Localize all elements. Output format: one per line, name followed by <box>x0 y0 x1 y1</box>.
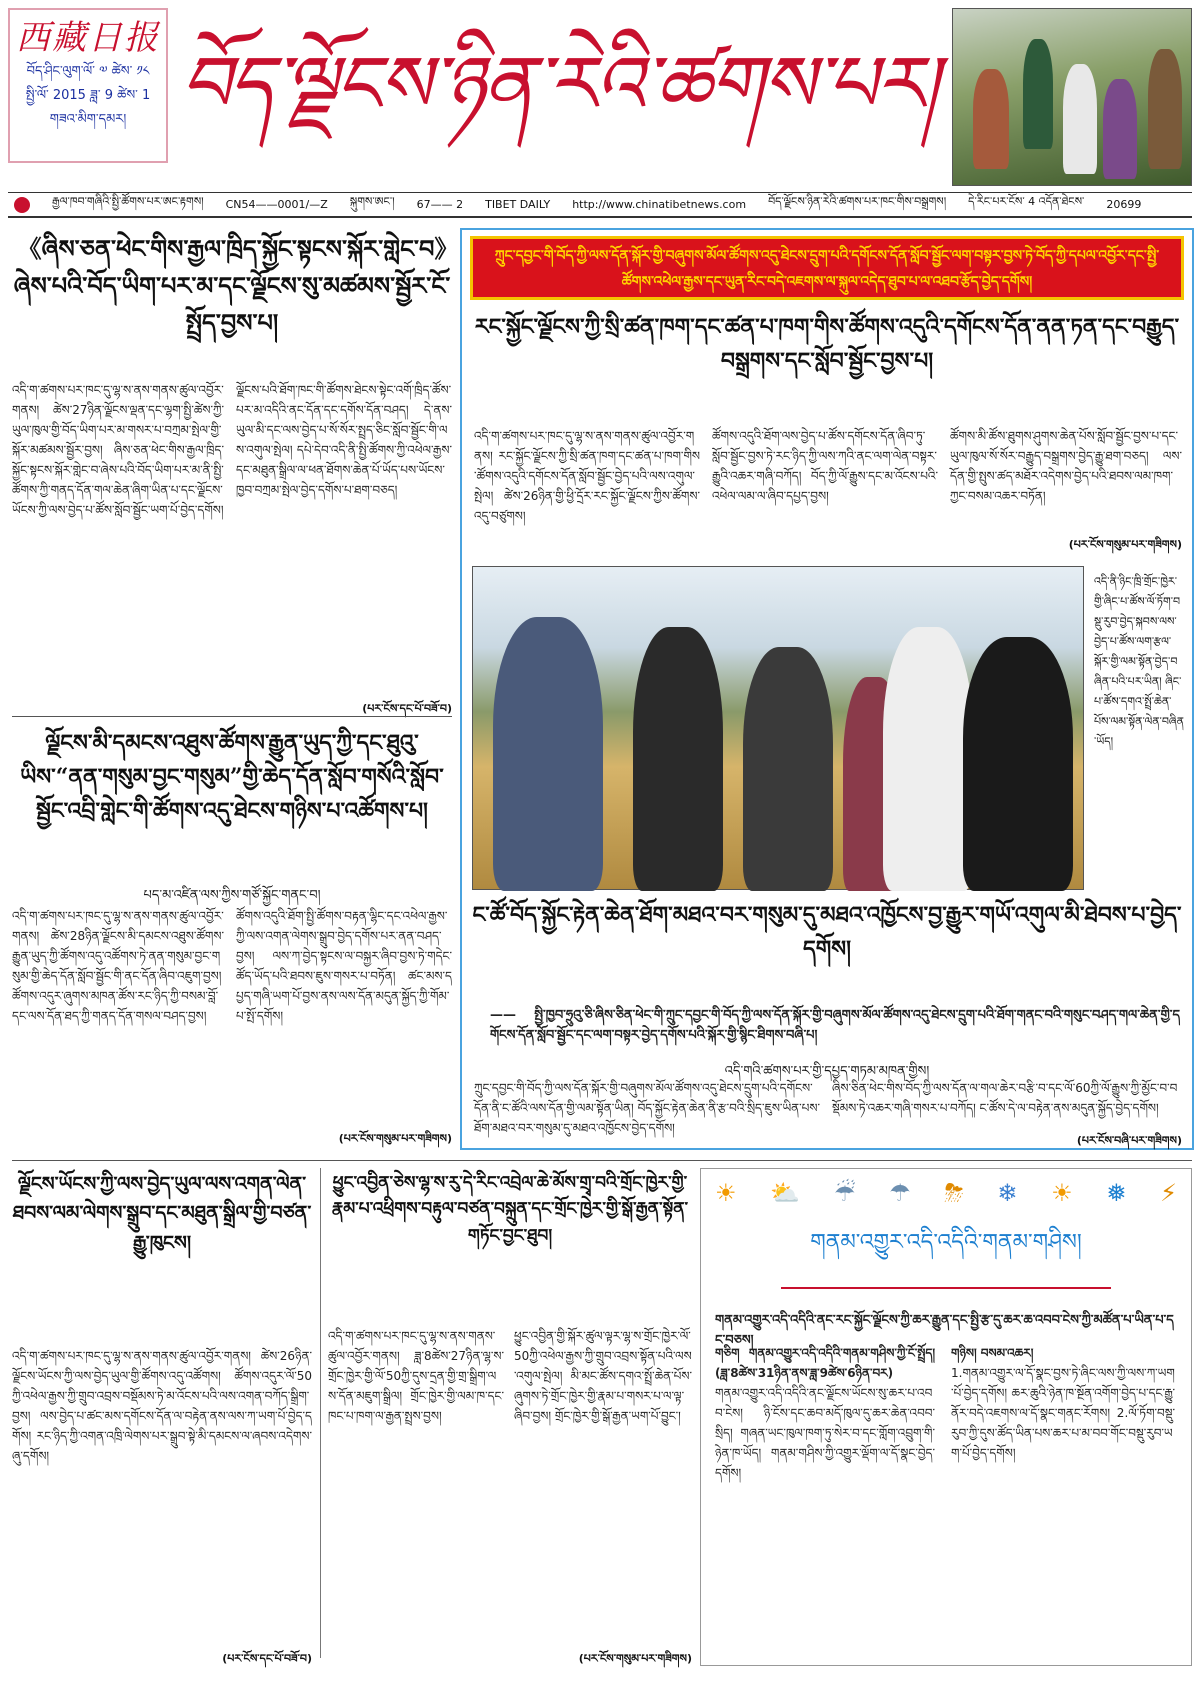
divider <box>12 1160 1192 1161</box>
weather-box <box>700 1168 1192 1666</box>
lightning-icon: ⚡ <box>1160 1179 1177 1207</box>
weather-col1-text: གནམ་འགྱུར་འདི་འདིའི་ནང་ལྗོངས་ཡོངས་སུ་ཆར་པ་འབབ་ངེས། ཉི་ངོས་དང་ཆབ་མདོ་ཁུལ་དུ་ཆར་ཆེན་འབབ་སྲིད། གཞན་ཡང་ཁུལ་ཁག་ཏུ་སེར་བ་དང་གློག་འབྲུག་གི་ཉེན་ཁ་ཡོད། གནམ་གཤིས་ཀྱི་འགྱུར་ལྡོག་ལ་དོ་སྣང་བྱེད་དགོས། <box>715 1386 935 1480</box>
article1-source: (པར་ངོས་དང་པོ་བཟོ་བ) <box>362 702 452 715</box>
article3-col2-text: ཚོགས་འདུའི་ཐོག་ལས་བྱེད་པ་ཚོས་དགོངས་དོན་ཞིབ་ཏུ་སློབ་སྦྱོང་བྱས་ཏེ་རང་ཉིད་ཀྱི་ལས་ཀའི་ནང་ལག་ལེན་བསྟར་རྒྱུའི་འཆར་གཞི་བཀོད། བོད་ཀྱི་ལོ་རྒྱུས་དང་མ་འོངས་པའི་འཕེལ་ལམ་ལ་ཞིབ་དཔྱད་བྱས། <box>712 429 938 503</box>
article3-headline: རང་སྐྱོང་ལྗོངས་ཀྱི་སྲི་ཚན་ཁག་དང་ཚན་པ་ཁག་གིས་ཚོགས་འདུའི་དགོངས་དོན་ནན་ཏན་དང་བརྒྱུད་བསྒྲགས་དང་སློབ་སྦྱོང་བྱས་པ། <box>474 314 1180 375</box>
article1-col1-text: འདི་ག་ཚགས་པར་ཁང་དུ་ལྷ་ས་ནས་གནས་ཚུལ་འབྱོར་གནས། ཚེས་27ཉིན་ལྗོངས་ལྡན་དང་ལྷག་སྤྱི་ཚེས་ཀྱི་ཡུལ་ཁུལ་གྱི་བོད་ཡིག་པར་མ་གསར་པ་བཀྲམ་སྤེལ་གྱི་སྐོར་མཚམས་སྦྱོར་བྱས། ཞིས་ཅན་ཕེང་གིས་རྒྱལ་ཁྲིད་སྐྱོང་སྟངས་སྐོར་གླེང་བ་ཞེས་པའི་བོད་ཡིག་པར་མ་ནི་སྤྱི་ཚོགས་ཀྱི་གནད་དོན་གལ་ཆེན་ཞིག་ཡིན་པ་དང་ལྗོངས་ཡོངས་ཀྱི་ལས་བྱེད་པ་ཚོས་སློབ་སྦྱོང་ཡག་པོ་བྱེད་དགོས། <box>12 383 224 517</box>
rain-icon: ☔ <box>833 1179 856 1207</box>
article5-col1 <box>12 1346 312 1636</box>
info-bar <box>8 192 1192 218</box>
code-label: སྐུགས་ཨང་། <box>349 195 395 208</box>
weather-col2-text: 1.གནམ་འགྱུར་ལ་དོ་སྣང་བྱས་ཏེ་ཞིང་ལས་ཀྱི་ལས་ཀ་ཡག་པོ་བྱེད་དགོས། ཆར་ཆུའི་ཉེན་ཁ་སྔོན་འགོག་བྱེད་པ་དང་རྒྱུ་ནོར་བདེ་འཇགས་ལ་དོ་སྣང་གནང་རོགས། 2.ལོ་ཏོག་བསྡུ་རུབ་ཀྱི་དུས་ཚོད་ཡིན་པས་ཆར་པ་མ་བབ་གོང་བསྡུ་རུབ་ཡག་པོ་བྱེད་དགོས། <box>951 1366 1175 1460</box>
issue-number: 20699 <box>1106 198 1142 211</box>
divider <box>12 716 452 717</box>
rain-icon: ☂ <box>889 1179 911 1207</box>
article2-col1 <box>12 906 224 1136</box>
paper-name-en: TIBET DAILY <box>485 198 551 211</box>
main-photo <box>472 566 1084 890</box>
article5-headline: ལྗོངས་ཡོངས་ཀྱི་ལས་བྱེད་ཡུལ་ལས་འགན་ལེན་ཐབས་ལམ་ལེགས་སྒྲུབ་དང་མཐུན་སྒྲིལ་གྱི་བཙན་རྒྱུ་ཁུངས། <box>12 1173 312 1254</box>
article3-col3 <box>950 426 1182 526</box>
article3-source: (པར་ངོས་གསུམ་པར་གཟིགས) <box>1068 538 1182 551</box>
article2-headline: ལྗོངས་མི་དམངས་འཐུས་ཚོགས་རྒྱུན་ཡུད་ཀྱི་དང་ཐུའུ་ཡིས་“ནན་གསུམ་བྱང་གསུམ”གྱི་ཆེད་དོན་སློབ་གསོའི་སློབ་སྦྱོང་འབྲི་གླེང་གི་ཚོགས་འདུ་ཐེངས་གཉིས་པ་འཚོགས་པ། <box>20 730 444 825</box>
publisher-label: རྒྱལ་ཁབ་གཞིའི་སྤྱི་ཚོགས་པར་ཨང་རྟགས། <box>52 195 204 208</box>
article2-source: (པར་ངོས་གསུམ་པར་གཟིགས) <box>338 1132 452 1145</box>
weather-col1-heading: གཅིག གནམ་འགྱུར་འདི་འདིའི་གནམ་གཤིས་ཀྱི་ངོ་སྤྲོད། (ཟླ་8ཚེས་31ཉིན་ནས་ཟླ་9ཚེས་6ཉིན་བར) <box>715 1346 935 1380</box>
weekday: གཟའ་མིག་དམར། <box>49 112 127 127</box>
article4-subtitle: —— སྤྱི་ཁྱབ་ཧྲུའུ་ཅི་ཞིས་ཅིན་ཕེང་གི་ཀྲུང་དབྱང་གི་བོད་ཀྱི་ལས་དོན་སྐོར་གྱི་བཞུགས་མོལ་ཚོགས་འདུ་ཐེངས་དྲུག་པའི་ཐོག་གནང་བའི་གསུང་བཤད་གལ་ཆེན་གྱི་དགོངས་དོན་སློབ་སྦྱོང་དང་ལག་བསྟར་བྱེད་དགོས་པའི་སྐོར་གྱི་སྙིང་ཐིགས་བཞི་པ། <box>490 1008 1180 1043</box>
weather-title: གནམ་འགྱུར་འདི་འདིའི་གནམ་གཤིས། <box>810 1230 1082 1255</box>
code-value: 67—— 2 <box>416 198 464 211</box>
issue-label: དེ་རིང་པར་ངོས་ 4 འདོན་ཐེངས་ <box>968 195 1085 208</box>
weather-title-rule <box>781 1287 1111 1289</box>
article6-col1-text: འདི་ག་ཚགས་པར་ཁང་དུ་ལྷ་ས་ནས་གནས་ཚུལ་འབྱོར་གནས། ཟླ་8ཚེས་27ཉིན་ལྷ་ས་གྲོང་ཁྱེར་གྱི་ལོ་50ཀྱི་དུས་དྲན་གྱི་གྲ་སྒྲིག་ལས་དོན་མཇུག་སྒྲིལ། གྲོང་ཁྱེར་གྱི་ལམ་ཁ་དང་ཁང་པ་ཁག་ལ་རྒྱན་སྤྲས་བྱས། <box>328 1329 504 1423</box>
divider <box>320 1168 321 1658</box>
article4-byline: འདི་གའི་ཚགས་པར་གྱི་དཔྱད་གཏམ་མཁན་གྱིས། <box>724 1064 930 1079</box>
masthead-photo <box>952 8 1192 186</box>
article4-source: (པར་ངོས་བཞི་པར་གཟིགས) <box>1076 1134 1182 1147</box>
article2-col2 <box>236 906 452 1116</box>
red-banner: ཀྲུང་དབྱང་གི་བོད་ཀྱི་ལས་དོན་སྐོར་གྱི་བཞུགས་མོལ་ཚོགས་འདུ་ཐེངས་དྲུག་པའི་དགོངས་དོན་སློབ་སྦྱོང་ལག་བསྟར་བྱས་ཏེ་བོད་ཀྱི་དཔལ་འབྱོར་དང་སྤྱི་ཚོགས་འཕེལ་རྒྱས་དང་ཡུན་རིང་བདེ་འཇགས་ལ་སྐུལ་འདེད་ཐུབ་པ་ལ་འཐབ་རྩོད་བྱེད་དགོས། <box>470 236 1184 300</box>
article4-col1 <box>474 1078 820 1142</box>
article3-col1 <box>474 426 700 546</box>
article1-col2 <box>236 380 452 690</box>
article6-headline: ཕྱུང་འབྱིན་ཅེས་ལྷ་ས་རུ་དེ་རིང་འབྲེལ་ཆེ་མོས་གྲྭ་བའི་གྲོང་ཁྱེར་གྱི་རྣམ་པ་འཕྲིགས་བརྟུལ་བཙན་བསྐྲུན་དང་གྲོང་ཁྱེར་གྱི་སྒོ་རྒྱན་སྟོན་གཏོང་བྱང་ཐུབ། <box>331 1173 689 1246</box>
article4-col2 <box>832 1078 1182 1122</box>
article2-byline: པད་མ་འཛིན་ལས་ཀྱིས་གཙོ་སྐྱོང་གནང་བ། <box>143 888 321 903</box>
chinese-logo: 西藏日报 <box>16 18 160 58</box>
article2-col2-text: ཚོགས་འདུའི་ཐོག་སྤྱི་ཚོགས་བརྟན་ལྷིང་དང་འཕེལ་རྒྱས་ཀྱི་ལས་འགན་ལེགས་སྒྲུབ་བྱེད་དགོས་པར་ནན་བཤད་བྱས། ལས་ཀ་བྱེད་སྟངས་ལ་བསྐྱར་ཞིབ་བྱས་ཏེ་གདེང་ཚོད་ཡོད་པའི་ཐབས་ཇུས་གསར་པ་བཏོན། ཚང་མས་དཔྱད་གཞི་ཡག་པོ་བྱས་ནས་ལས་དོན་མདུན་སྐྱོད་ཀྱི་གོམ་པ་སྤོ་དགོས། <box>236 909 452 1023</box>
article1-col1 <box>12 380 224 710</box>
article6-col2-text: ཕྱུང་འབྱིན་གྱི་སྐོར་ཚུལ་ལྟར་ལྷ་ས་གྲོང་ཁྱེར་ལོ་50ཀྱི་འཕེལ་རྒྱས་ཀྱི་གྲུབ་འབྲས་སྟོན་པའི་ལས་འགུལ་སྤེལ། མི་མང་ཚོས་དགའ་སྤྲོ་ཆེན་པོས་ཞུགས་ཏེ་གྲོང་ཁྱེར་གྱི་རྣམ་པ་གསར་པ་ལ་ལྟ་ཞིབ་བྱས། གྲོང་ཁྱེར་གྱི་སྒོ་རྒྱན་ཡག་པོ་བྱུང་། <box>514 1329 692 1423</box>
article3-col2 <box>712 426 938 546</box>
masthead-box <box>8 8 168 163</box>
snow-rain-icon: ❄ <box>997 1179 1018 1207</box>
thunder-icon: ⛈ <box>944 1179 964 1207</box>
cn-number: CN54——0001/—Z <box>225 198 328 211</box>
website-link[interactable]: http://www.chinatibetnews.com <box>572 198 747 211</box>
article5-source: (པར་ངོས་དང་པོ་བཟོ་བ) <box>222 1652 312 1665</box>
issue-line: བོད་ཤིང་ལུག་ལོ་ ༧ ཚེས་ ༡༨ <box>26 64 150 79</box>
weather-subtitle: གནམ་འགྱུར་འདི་འདིའི་ནང་རང་སྐྱོང་ལྗོངས་ཀྱི་ཆར་རྒྱུན་དང་སྤྱི་རྩ་དུ་ཆར་ཆ་འབབ་ངེས་ཀྱི་མཚོན་པ་ཡིན་པ་དང་བཅས། <box>715 1313 1174 1348</box>
paper-logo-icon <box>14 197 30 213</box>
partly-cloudy-icon: ⛅ <box>770 1179 801 1207</box>
article4-col1-text: ཀྲུང་དབྱང་གི་བོད་ཀྱི་ལས་དོན་སྐོར་གྱི་བཞུགས་མོལ་ཚོགས་འདུ་ཐེངས་དྲུག་པའི་དགོངས་དོན་ནི་ང་ཚོའི་ལས་དོན་གྱི་ལམ་སྟོན་ཡིན། བོད་སྐྱོང་རྟེན་ཆེན་ནི་རྩ་བའི་སྲིད་ཇུས་ཡིན་པས་ཐོག་མཐའ་བར་གསུམ་དུ་མཐའ་འཁྱོངས་བྱེད་དགོས། <box>474 1081 820 1135</box>
sun-icon: ☀ <box>1051 1179 1073 1207</box>
snowflake-icon: ❅ <box>1106 1179 1127 1207</box>
article3-col1-text: འདི་ག་ཚགས་པར་ཁང་དུ་ལྷ་ས་ནས་གནས་ཚུལ་འབྱོར་གནས། རང་སྐྱོང་ལྗོངས་ཀྱི་སྲི་ཚན་ཁག་དང་ཚན་པ་ཁག་གིས་ཚོགས་འདུའི་དགོངས་དོན་སློབ་སྦྱོང་བྱེད་པའི་ལས་འགུལ་སྤེལ། ཚེས་26ཉིན་གྱི་ཕྱི་དྲོར་རང་སྐྱོང་ལྗོངས་ཀྱིས་ཚོགས་འདུ་བཙུགས། <box>474 429 700 523</box>
article2-col1-text: འདི་ག་ཚགས་པར་ཁང་དུ་ལྷ་ས་ནས་གནས་ཚུལ་འབྱོར་གནས། ཚེས་28ཉིན་ལྗོངས་མི་དམངས་འཐུས་ཚོགས་རྒྱུན་ཡུད་ཀྱི་ཚོགས་འདུ་འཚོགས་ཏེ་ནན་གསུམ་བྱང་གསུམ་གྱི་ཆེད་དོན་སློབ་སྦྱོང་གི་ནང་དོན་ཞིབ་འཇུག་བྱས། ཚོགས་འདུར་ཞུགས་མཁན་ཚོས་རང་ཉིད་ཀྱི་བསམ་བློ་དང་ལས་དོན་ཐད་ཀྱི་གནད་དོན་གསལ་བཤད་བྱས། <box>12 909 224 1023</box>
article6-source: (པར་ངོས་གསུམ་པར་གཟིགས) <box>578 1652 692 1665</box>
date-line: སྤྱི་ལོ་ 2015 ཟླ་ 9 ཚེས་ 1 <box>25 88 151 103</box>
article4-col2-text: ཞིས་ཅིན་ཕེང་གིས་བོད་ཀྱི་ལས་དོན་ལ་གལ་ཆེར་བརྩི་བ་དང་ལོ་60ཀྱི་ལོ་རྒྱུས་ཀྱི་མྱོང་བ་བསྡོམས་ཏེ་འཆར་གཞི་གསར་པ་བཀོད། ང་ཚོས་དེ་ལ་བརྟེན་ནས་མདུན་སྐྱོད་བྱེད་དགོས། <box>832 1081 1178 1115</box>
weather-col2-heading: གཉིས། བསམ་འཆར། <box>951 1346 1034 1360</box>
article6-col1 <box>328 1326 504 1636</box>
weather-icon-row <box>701 1169 1191 1207</box>
article3-col3-text: ཚོགས་མི་ཚོས་ཐུགས་ཤུགས་ཆེན་པོས་སློབ་སྦྱོང་བྱས་པ་དང་ཡུལ་ཁུལ་སོ་སོར་བརྒྱུད་བསྒྲགས་བྱེད་རྒྱུ་ཐག་བཅད། ལས་དོན་གྱི་སྤུས་ཚད་མཐོར་འདེགས་བྱེད་པའི་ཐབས་ལམ་ཁག་ཀྱང་བསམ་འཆར་བཏོན། <box>950 429 1182 503</box>
photo-caption <box>1094 572 1184 888</box>
newspaper-title: བོད་ལྗོངས་ཉིན་རེའི་ཚགས་པར། <box>180 40 937 130</box>
sun-icon: ☀ <box>715 1179 737 1207</box>
article5-col1-text: འདི་ག་ཚགས་པར་ཁང་དུ་ལྷ་ས་ནས་གནས་ཚུལ་འབྱོར་གནས། ཚེས་26ཉིན་ལྗོངས་ཡོངས་ཀྱི་ལས་བྱེད་ཡུལ་གྱི་ཚོགས་འདུ་འཚོགས། ཚོགས་འདུར་ལོ་50ཀྱི་འཕེལ་རྒྱས་ཀྱི་གྲུབ་འབྲས་བསྡོམས་ཏེ་མ་འོངས་པའི་ལས་འགན་བཀོད་སྒྲིག་བྱས། ལས་བྱེད་པ་ཚང་མས་དགོངས་དོན་ལ་བརྟེན་ནས་ལས་ཀ་ཡག་པོ་བྱེད་དགོས། རང་ཉིད་ཀྱི་འགན་འཁྲི་ལེགས་པར་སྒྲུབ་སྟེ་མི་དམངས་ལ་ཞབས་འདེགས་ཞུ་དགོས། <box>12 1349 312 1463</box>
article1-headline: 《ཞིས་ཅན་ཕེང་གིས་རྒྱལ་ཁྲིད་སྐྱོང་སྟངས་སྐོར་གླེང་བ》ཞེས་པའི་བོད་ཡིག་པར་མ་དང་ལྗོངས་སུ་མཚམས་སྦྱོར་ངོ་སྤྲོད་བྱས་པ། <box>13 234 451 338</box>
photo-caption-text: འདི་ནི་ཉིང་ཁྲི་གྲོང་ཁྱེར་གྱི་ཞིང་པ་ཚོས་ལོ་ཏོག་བསྡུ་རུབ་བྱེད་སྐབས་ལས་བྱེད་པ་ཚོས་ལག་རྩལ་སྐོར་གྱི་ལམ་སྟོན་བྱེད་བཞིན་པའི་པར་ཡིན། ཞིང་པ་ཚོས་དགའ་སྤྲོ་ཆེན་པོས་ལམ་སྟོན་ལེན་བཞིན་ཡོད། <box>1094 575 1184 748</box>
article1-col2-text: ལྗོངས་པའི་ཐོག་ཁང་གི་ཚོགས་ཐེངས་སྟེང་འགོ་ཁྲིད་ཚོས་པར་མ་འདིའི་ནང་དོན་དང་དགོས་དོན་བཤད། དེ་ནས་ཡུལ་མི་དང་ལས་བྱེད་པ་སོ་སོར་སྤྲད་ཅིང་སློབ་སྦྱོང་གི་ལས་འགུལ་སྤེལ། དཔེ་དེབ་འདི་ནི་སྤྱི་ཚོགས་ཀྱི་འཕེལ་རྒྱས་དང་མཐུན་སྒྲིལ་ལ་ཕན་ཐོགས་ཆེན་པོ་ཡོད་པས་ཡོངས་ཁྱབ་བཀྲམ་སྤེལ་བྱེད་དགོས་པ་ཐག་བཅད། <box>236 383 452 497</box>
article6-col2 <box>514 1326 692 1636</box>
article4-headline: ང་ཚོ་བོད་སྐྱོང་རྟེན་ཆེན་ཐོག་མཐའ་བར་གསུམ་དུ་མཐའ་འཁྱོངས་བྱ་རྒྱུར་གཡོ་འགུལ་མི་ཐེབས་པ་བྱེད་དགོས། <box>472 902 1182 963</box>
edition-note: བོད་ལྗོངས་ཉིན་རེའི་ཚགས་པར་ཁང་གིས་བསྒྲགས། <box>768 195 947 208</box>
